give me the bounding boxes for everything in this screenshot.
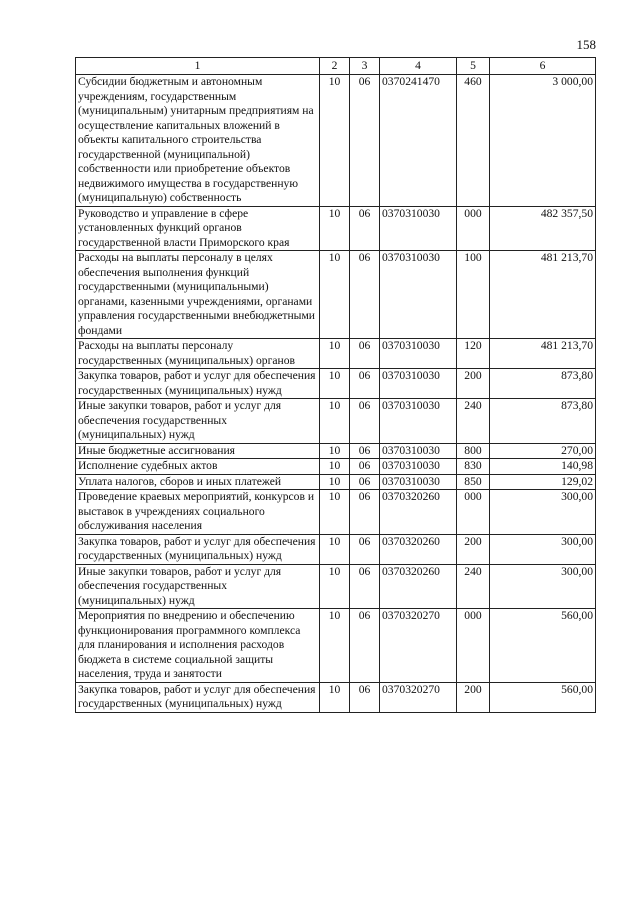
- row-name: Иные бюджетные ассигнования: [76, 443, 320, 459]
- table-row: [76, 251, 596, 339]
- row-type: 850: [457, 474, 490, 490]
- row-name: Уплата налогов, сборов и иных платежей: [76, 474, 320, 490]
- row-name: Расходы на выплаты персоналу государственных (муниципальных) органов: [76, 339, 320, 369]
- row-code: 0370310030: [380, 474, 457, 490]
- row-amount: 560,00: [490, 609, 596, 683]
- row-name: Расходы на выплаты персоналу в целях обеспечения выполнения функций государственными (муниципальными) органами, казенными учреждениями, органами управления государственными внебюджетными фондами: [76, 251, 320, 339]
- row-name: Закупка товаров, работ и услуг для обеспечения государственных (муниципальных) нужд: [76, 682, 320, 712]
- table-row: [76, 369, 596, 399]
- header-col-1: 1: [76, 58, 320, 75]
- row-section: 10: [320, 474, 350, 490]
- row-type: 000: [457, 609, 490, 683]
- row-name: Проведение краевых мероприятий, конкурсов и выставок в учреждениях социального обслуживания населения: [76, 490, 320, 535]
- row-code: 0370320260: [380, 564, 457, 609]
- row-amount: 481 213,70: [490, 339, 596, 369]
- row-type: 800: [457, 443, 490, 459]
- table-body: [76, 75, 596, 713]
- row-type: 460: [457, 75, 490, 207]
- row-subsection: 06: [350, 75, 380, 207]
- row-name: Закупка товаров, работ и услуг для обеспечения государственных (муниципальных) нужд: [76, 534, 320, 564]
- row-amount: 3 000,00: [490, 75, 596, 207]
- row-amount: 270,00: [490, 443, 596, 459]
- header-col-4: 4: [380, 58, 457, 75]
- row-code: 0370241470: [380, 75, 457, 207]
- row-code: 0370320260: [380, 490, 457, 535]
- row-name: Иные закупки товаров, работ и услуг для обеспечения государственных (муниципальных) нужд: [76, 399, 320, 444]
- table-row: [76, 206, 596, 251]
- row-section: 10: [320, 399, 350, 444]
- row-type: 240: [457, 399, 490, 444]
- row-subsection: 06: [350, 443, 380, 459]
- table-row: [76, 339, 596, 369]
- row-code: 0370310030: [380, 251, 457, 339]
- row-code: 0370310030: [380, 339, 457, 369]
- row-type: 000: [457, 490, 490, 535]
- budget-table: [75, 57, 596, 713]
- row-amount: 129,02: [490, 474, 596, 490]
- row-section: 10: [320, 609, 350, 683]
- row-section: 10: [320, 339, 350, 369]
- row-subsection: 06: [350, 564, 380, 609]
- table-row: [76, 534, 596, 564]
- row-section: 10: [320, 534, 350, 564]
- header-col-6: 6: [490, 58, 596, 75]
- row-subsection: 06: [350, 609, 380, 683]
- row-code: 0370320270: [380, 609, 457, 683]
- row-subsection: 06: [350, 490, 380, 535]
- row-subsection: 06: [350, 474, 380, 490]
- row-name: Руководство и управление в сфере установленных функций органов государственной власти Приморского края: [76, 206, 320, 251]
- header-col-3: 3: [350, 58, 380, 75]
- row-type: 200: [457, 682, 490, 712]
- row-code: 0370310030: [380, 369, 457, 399]
- row-section: 10: [320, 564, 350, 609]
- row-section: 10: [320, 443, 350, 459]
- row-type: 200: [457, 534, 490, 564]
- row-name: Мероприятия по внедрению и обеспечению функционирования программного комплекса для планирования и исполнения расходов бюджета в системе социальной защиты населения, труда и занятости: [76, 609, 320, 683]
- row-code: 0370310030: [380, 443, 457, 459]
- row-section: 10: [320, 251, 350, 339]
- row-name: Исполнение судебных актов: [76, 459, 320, 475]
- table-row: [76, 459, 596, 475]
- row-amount: 300,00: [490, 564, 596, 609]
- row-subsection: 06: [350, 682, 380, 712]
- table-header: [76, 58, 596, 75]
- row-amount: 560,00: [490, 682, 596, 712]
- row-amount: 300,00: [490, 490, 596, 535]
- header-col-5: 5: [457, 58, 490, 75]
- row-type: 830: [457, 459, 490, 475]
- row-amount: 873,80: [490, 399, 596, 444]
- row-section: 10: [320, 459, 350, 475]
- row-name: Иные закупки товаров, работ и услуг для обеспечения государственных (муниципальных) нужд: [76, 564, 320, 609]
- row-code: 0370310030: [380, 206, 457, 251]
- table-row: [76, 564, 596, 609]
- page-number: 158: [576, 37, 596, 52]
- row-amount: 481 213,70: [490, 251, 596, 339]
- header-row: [76, 58, 596, 75]
- row-section: 10: [320, 490, 350, 535]
- row-name: Закупка товаров, работ и услуг для обеспечения государственных (муниципальных) нужд: [76, 369, 320, 399]
- row-type: 200: [457, 369, 490, 399]
- row-subsection: 06: [350, 251, 380, 339]
- table-row: [76, 75, 596, 207]
- table-row: [76, 682, 596, 712]
- row-subsection: 06: [350, 339, 380, 369]
- row-amount: 300,00: [490, 534, 596, 564]
- row-type: 100: [457, 251, 490, 339]
- row-subsection: 06: [350, 459, 380, 475]
- table-row: [76, 399, 596, 444]
- row-subsection: 06: [350, 206, 380, 251]
- row-subsection: 06: [350, 399, 380, 444]
- row-code: 0370320270: [380, 682, 457, 712]
- header-col-2: 2: [320, 58, 350, 75]
- row-name: Субсидии бюджетным и автономным учреждениям, государственным (муниципальным) унитарным предприятиям на осуществление капитальных вложений в объекты капитального строительства государственной (муниципальной) собственности или приобретение объектов недвижимого имущества в государственную (муниципальную) собственность: [76, 75, 320, 207]
- table-row: [76, 443, 596, 459]
- row-type: 000: [457, 206, 490, 251]
- row-section: 10: [320, 75, 350, 207]
- row-type: 120: [457, 339, 490, 369]
- row-amount: 873,80: [490, 369, 596, 399]
- row-code: 0370320260: [380, 534, 457, 564]
- row-section: 10: [320, 206, 350, 251]
- table-row: [76, 609, 596, 683]
- row-amount: 482 357,50: [490, 206, 596, 251]
- table-row: [76, 490, 596, 535]
- row-amount: 140,98: [490, 459, 596, 475]
- row-type: 240: [457, 564, 490, 609]
- row-section: 10: [320, 369, 350, 399]
- row-subsection: 06: [350, 369, 380, 399]
- row-code: 0370310030: [380, 399, 457, 444]
- table-row: [76, 474, 596, 490]
- row-section: 10: [320, 682, 350, 712]
- row-code: 0370310030: [380, 459, 457, 475]
- row-subsection: 06: [350, 534, 380, 564]
